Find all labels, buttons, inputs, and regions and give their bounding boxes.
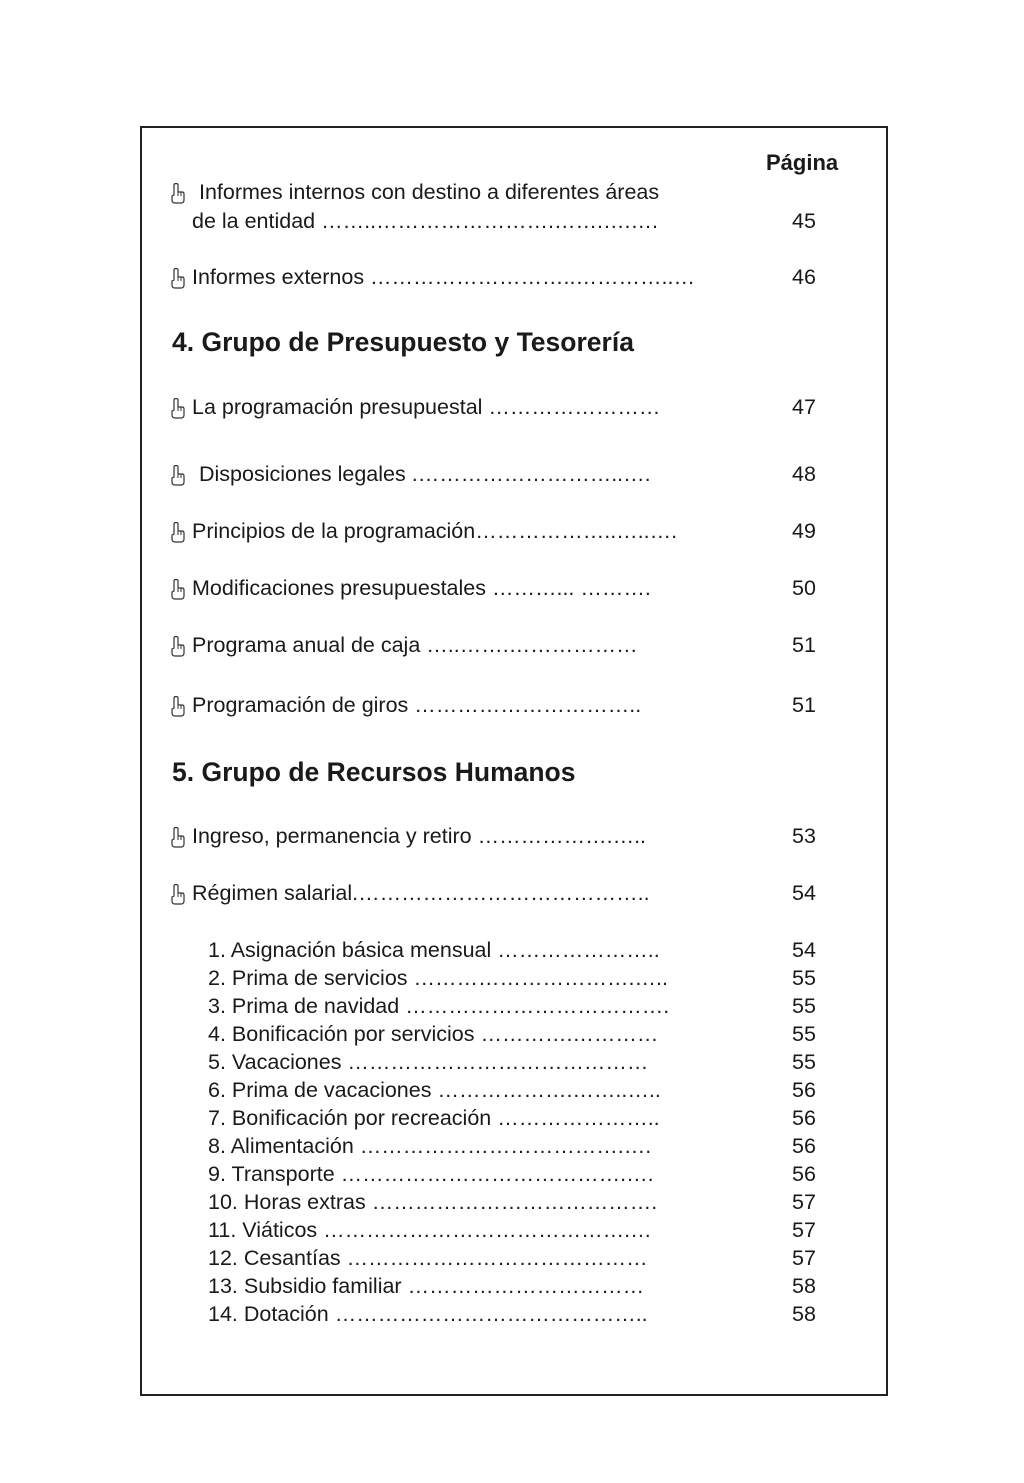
toc-subentry-label: 4. Bonificación por servicios ………….…………	[208, 1022, 659, 1046]
toc-subentry-label: 12. Cesantías ……………………………………	[208, 1246, 648, 1270]
toc-subentry-label: 7. Bonificación por recreación …………………..	[208, 1106, 660, 1130]
toc-entry-label: Programación de giros …………………………..	[192, 693, 642, 717]
toc-page-number: 56	[792, 1078, 816, 1102]
toc-page-number: 55	[792, 994, 816, 1018]
toc-subentry-label: 8. Alimentación ……………………………….….	[208, 1134, 652, 1158]
pointing-hand-icon	[170, 398, 186, 420]
toc-page-number: 55	[792, 1022, 816, 1046]
toc-page-number: 49	[792, 519, 816, 543]
page-column-header: Página	[766, 150, 839, 175]
toc-page-number: 51	[792, 633, 816, 657]
pointing-hand-icon	[170, 183, 186, 205]
toc-page-number: 53	[792, 824, 816, 848]
toc-subentry-label: 13. Subsidio familiar ……………………………	[208, 1274, 645, 1298]
toc-subentry-label: 10. Horas extras ………………………………….	[208, 1190, 658, 1214]
toc-entry-label: Disposiciones legales .………………………..….	[199, 462, 651, 486]
toc-subentry-label: 11. Viáticos …………………………………….…	[208, 1218, 652, 1242]
section-heading: 5. Grupo de Recursos Humanos	[172, 757, 576, 787]
toc-entry-label: Modificaciones presupuestales ………... ……….	[192, 576, 651, 600]
pointing-hand-icon	[170, 696, 186, 718]
toc-entry-label: de la entidad ……..…………………….…….….….	[192, 209, 658, 233]
pointing-hand-icon	[170, 827, 186, 849]
toc-page-number: 45	[792, 209, 816, 233]
toc-subentry-label: 1. Asignación básica mensual …………………..	[208, 938, 660, 962]
toc-page-number: 58	[792, 1274, 816, 1298]
pointing-hand-icon	[170, 465, 186, 487]
toc-entry-label: La programación presupuestal ……………………	[192, 395, 661, 419]
toc-subentry-label: 5. Vacaciones ……………………………………	[208, 1050, 649, 1074]
toc-page-number: 54	[792, 938, 816, 962]
section-heading: 4. Grupo de Presupuesto y Tesorería	[172, 327, 634, 357]
toc-subentry-label: 9. Transporte ………………………………….….	[208, 1162, 654, 1186]
toc-page-number: 57	[792, 1246, 816, 1270]
toc-subentry-label: 3. Prima de navidad ……………………………….	[208, 994, 670, 1018]
pointing-hand-icon	[170, 579, 186, 601]
toc-page-number: 55	[792, 1050, 816, 1074]
toc-page-number: 57	[792, 1190, 816, 1214]
toc-page-number: 47	[792, 395, 816, 419]
toc-entry-label: Programa anual de caja …..…….………………	[192, 633, 638, 657]
pointing-hand-icon	[170, 636, 186, 658]
pointing-hand-icon	[170, 268, 186, 290]
toc-page-number: 48	[792, 462, 816, 486]
toc-page-number: 56	[792, 1106, 816, 1130]
toc-page-number: 54	[792, 881, 816, 905]
toc-entry-label: Principios de la programación………………..…..….	[192, 519, 678, 543]
toc-page-number: 58	[792, 1302, 816, 1326]
toc-entry-label: Informes internos con destino a diferentes áreas	[199, 180, 660, 204]
toc-page-number: 51	[792, 693, 816, 717]
toc-page-number: 55	[792, 966, 816, 990]
toc-page-number: 50	[792, 576, 816, 600]
toc-page-number: 46	[792, 265, 816, 289]
toc-page-number: 56	[792, 1134, 816, 1158]
pointing-hand-icon	[170, 884, 186, 906]
toc-entry-label: Informes externos ………………………..…………..…	[192, 265, 695, 289]
toc-subentry-label: 2. Prima de servicios ………………………….…..	[208, 966, 668, 990]
toc-subentry-label: 6. Prima de vacaciones ……………….……..…..	[208, 1078, 661, 1102]
toc-page-number: 57	[792, 1218, 816, 1242]
toc-entry-label: Régimen salarial.…………………………………..	[192, 881, 650, 905]
toc-entry-label: Ingreso, permanencia y retiro ……………….…..	[192, 824, 647, 848]
toc-page-number: 56	[792, 1162, 816, 1186]
toc-subentry-label: 14. Dotación ……………………………………..	[208, 1302, 648, 1326]
pointing-hand-icon	[170, 522, 186, 544]
